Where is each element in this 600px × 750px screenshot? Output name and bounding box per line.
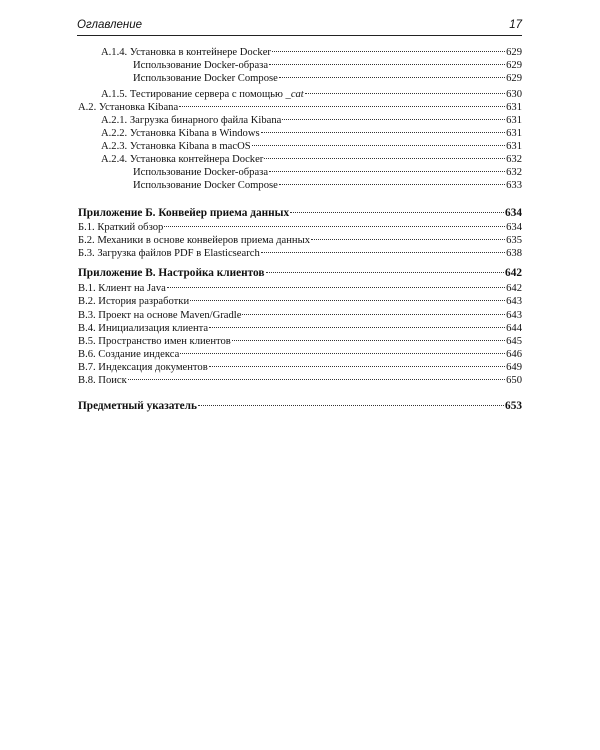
toc-entry: В.3. Проект на основе Maven/Gradle 643 bbox=[78, 310, 522, 321]
toc-entry: В.5. Пространство имен клиентов 645 bbox=[78, 336, 522, 347]
toc-entry: Использование Docker-образа 632 bbox=[133, 167, 522, 178]
toc-entry: В.1. Клиент на Java 642 bbox=[78, 283, 522, 294]
toc-entry: А.2.3. Установка Kibana в macOS 631 bbox=[101, 141, 522, 152]
toc-entry: Б.3. Загрузка файлов PDF в Elasticsearch 638 bbox=[78, 248, 522, 259]
toc-entry: В.8. Поиск 650 bbox=[78, 375, 522, 386]
toc-entry: А.1.4. Установка в контейнере Docker 629 bbox=[101, 47, 522, 58]
toc-heading: Приложение Б. Конвейер приема данных 634 bbox=[78, 207, 522, 219]
toc-entry: А.1.5. Тестирование сервера с помощью _cat 630 bbox=[101, 89, 522, 100]
header-page-number: 17 bbox=[509, 19, 522, 31]
header-title: Оглавление bbox=[77, 19, 142, 31]
toc-entry: Б.2. Механики в основе конвейеров приема данных 635 bbox=[78, 235, 522, 246]
toc-entry: В.4. Инициализация клиента 644 bbox=[78, 323, 522, 334]
toc-entry: А.2.2. Установка Kibana в Windows 631 bbox=[101, 128, 522, 139]
toc-heading: Приложение В. Настройка клиентов 642 bbox=[78, 267, 522, 279]
toc-entry: А.2. Установка Kibana 631 bbox=[78, 102, 522, 113]
toc-entry: А.2.1. Загрузка бинарного файла Kibana 631 bbox=[101, 115, 522, 126]
toc-entry: В.6. Создание индекса 646 bbox=[78, 349, 522, 360]
toc-entry: В.7. Индексация документов 649 bbox=[78, 362, 522, 373]
toc-heading: Предметный указатель 653 bbox=[78, 400, 522, 412]
toc-entry: Использование Docker Compose 629 bbox=[133, 73, 522, 84]
toc-entry: Использование Docker-образа 629 bbox=[133, 60, 522, 71]
toc-entry: Б.1. Краткий обзор 634 bbox=[78, 222, 522, 233]
toc-entry: А.2.4. Установка контейнера Docker 632 bbox=[101, 154, 522, 165]
running-header bbox=[77, 17, 522, 36]
toc-entry: Использование Docker Compose 633 bbox=[133, 180, 522, 191]
toc-entry: В.2. История разработки 643 bbox=[78, 296, 522, 307]
